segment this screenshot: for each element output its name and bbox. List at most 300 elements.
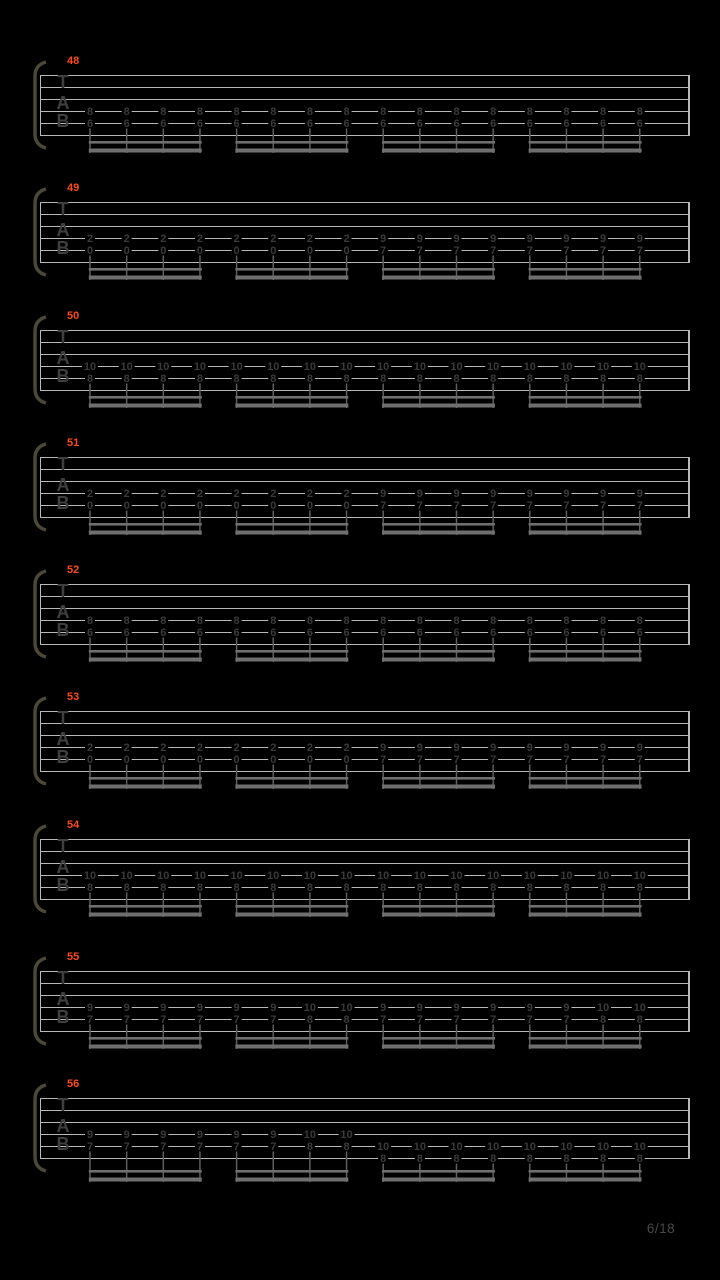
fret-number: 0 bbox=[270, 245, 277, 257]
note bbox=[158, 742, 168, 789]
tab-clef-letter: B bbox=[56, 1007, 70, 1027]
fret-number: 6 bbox=[526, 118, 533, 130]
fret-number: 2 bbox=[86, 233, 94, 245]
note bbox=[632, 361, 648, 408]
beam-upper bbox=[235, 905, 348, 908]
beam-upper bbox=[89, 777, 202, 780]
fret-number: 6 bbox=[380, 118, 387, 130]
fret-number: 10 bbox=[193, 870, 207, 882]
note bbox=[122, 233, 132, 280]
note bbox=[378, 488, 388, 535]
measure-row-54[interactable] bbox=[35, 819, 690, 917]
beam-upper bbox=[529, 396, 642, 399]
note bbox=[598, 106, 608, 153]
fret-number: 9 bbox=[490, 488, 497, 500]
fret-number: 8 bbox=[526, 106, 533, 118]
fret-number: 9 bbox=[123, 1002, 130, 1014]
note bbox=[488, 106, 498, 153]
beam-lower bbox=[235, 658, 348, 662]
note bbox=[525, 742, 535, 789]
fret-number: 7 bbox=[453, 754, 460, 766]
note bbox=[302, 1129, 318, 1182]
fret-number: 10 bbox=[193, 361, 207, 373]
beam-upper bbox=[529, 905, 642, 908]
fret-number: 8 bbox=[270, 373, 277, 385]
tab-clef-letter: A bbox=[56, 602, 70, 622]
fret-number: 8 bbox=[123, 373, 130, 385]
note bbox=[268, 233, 278, 280]
note bbox=[525, 106, 535, 153]
note-stem bbox=[273, 1152, 275, 1183]
measure-row-49[interactable] bbox=[35, 182, 690, 280]
tab-clef-letter: T bbox=[57, 1095, 69, 1115]
fret-number: 2 bbox=[160, 233, 167, 245]
fret-number: 7 bbox=[380, 754, 387, 766]
note bbox=[561, 615, 571, 662]
fret-number: 9 bbox=[526, 488, 533, 500]
note bbox=[232, 233, 242, 280]
measure-row-48[interactable] bbox=[35, 55, 690, 153]
tab-clef-letter: A bbox=[56, 348, 70, 368]
note-stem bbox=[163, 1152, 165, 1183]
fret-number: 8 bbox=[380, 1153, 387, 1165]
fret-number: 8 bbox=[600, 373, 607, 385]
note bbox=[558, 870, 574, 917]
note bbox=[525, 488, 535, 535]
note bbox=[119, 361, 135, 408]
fret-number: 0 bbox=[160, 245, 167, 257]
fret-number: 9 bbox=[453, 233, 460, 245]
tab-clef-letter: B bbox=[56, 238, 70, 258]
beam-upper bbox=[89, 141, 202, 144]
fret-number: 9 bbox=[526, 1002, 533, 1014]
beam-upper bbox=[235, 523, 348, 526]
fret-number: 0 bbox=[306, 500, 313, 512]
fret-number: 2 bbox=[306, 742, 313, 754]
fret-number: 9 bbox=[526, 742, 533, 754]
fret-number: 10 bbox=[450, 870, 463, 882]
fret-number: 9 bbox=[600, 233, 607, 245]
beam-upper bbox=[382, 777, 495, 780]
fret-number: 10 bbox=[340, 870, 353, 882]
tab-clef-letter: T bbox=[57, 454, 69, 474]
fret-number: 7 bbox=[490, 754, 497, 766]
fret-number: 8 bbox=[233, 615, 240, 627]
fret-number: 8 bbox=[563, 615, 570, 627]
fret-number: 7 bbox=[526, 500, 533, 512]
beam-lower bbox=[89, 1045, 202, 1049]
fret-number: 6 bbox=[600, 627, 607, 639]
note bbox=[195, 742, 205, 789]
tab-clef-letter: B bbox=[56, 111, 70, 131]
beam-upper bbox=[529, 650, 642, 653]
note bbox=[342, 742, 352, 789]
fret-number: 10 bbox=[596, 1141, 610, 1153]
fret-number: 8 bbox=[380, 615, 387, 627]
fret-number: 8 bbox=[636, 1014, 643, 1026]
note bbox=[449, 361, 465, 408]
fret-number: 8 bbox=[196, 373, 204, 385]
fret-number: 2 bbox=[306, 488, 313, 500]
note bbox=[488, 615, 498, 662]
fret-number: 8 bbox=[380, 882, 387, 894]
note bbox=[82, 870, 98, 917]
fret-number: 8 bbox=[380, 373, 387, 385]
note bbox=[378, 742, 388, 789]
fret-number: 7 bbox=[453, 500, 460, 512]
fret-number: 10 bbox=[560, 870, 573, 882]
fret-number: 8 bbox=[233, 106, 240, 118]
beam-upper bbox=[89, 523, 202, 526]
fret-number: 8 bbox=[123, 106, 130, 118]
note bbox=[339, 1129, 355, 1182]
tab-clef-letter: A bbox=[56, 857, 70, 877]
note bbox=[85, 106, 95, 153]
beam-lower bbox=[89, 404, 202, 408]
note bbox=[195, 488, 205, 535]
note bbox=[598, 615, 608, 662]
fret-number: 8 bbox=[636, 1153, 643, 1165]
note bbox=[415, 106, 425, 153]
note-stem bbox=[346, 1152, 348, 1183]
fret-number: 9 bbox=[453, 742, 460, 754]
note bbox=[195, 615, 205, 662]
fret-number: 8 bbox=[490, 882, 497, 894]
tab-clef-letter: T bbox=[57, 327, 69, 347]
beam-lower bbox=[382, 1045, 495, 1049]
note bbox=[558, 1141, 574, 1182]
note bbox=[561, 1002, 571, 1049]
measure-number: 56 bbox=[67, 1078, 80, 1090]
fret-number: 6 bbox=[563, 118, 570, 130]
fret-number: 7 bbox=[270, 1014, 277, 1026]
note bbox=[522, 870, 538, 917]
note bbox=[158, 488, 168, 535]
fret-number: 9 bbox=[453, 1002, 460, 1014]
note bbox=[522, 361, 538, 408]
fret-number: 9 bbox=[86, 1129, 94, 1141]
note bbox=[122, 615, 132, 662]
fret-number: 9 bbox=[233, 1002, 240, 1014]
fret-number: 10 bbox=[230, 870, 243, 882]
beam-lower bbox=[235, 531, 348, 535]
fret-number: 8 bbox=[600, 106, 607, 118]
note-stem bbox=[236, 1152, 238, 1183]
note bbox=[85, 615, 95, 662]
note bbox=[488, 233, 498, 280]
note bbox=[378, 615, 388, 662]
note bbox=[595, 361, 611, 408]
measure-row-55[interactable] bbox=[35, 951, 690, 1049]
note bbox=[305, 488, 315, 535]
note bbox=[375, 870, 391, 917]
beam-lower bbox=[529, 913, 642, 917]
tab-clef-letter: A bbox=[56, 93, 70, 113]
note bbox=[268, 615, 278, 662]
note bbox=[232, 488, 242, 535]
fret-number: 8 bbox=[233, 882, 240, 894]
fret-number: 10 bbox=[377, 1141, 390, 1153]
note bbox=[595, 1002, 611, 1049]
fret-number: 2 bbox=[196, 233, 204, 245]
beam-lower bbox=[382, 404, 495, 408]
note bbox=[485, 361, 501, 408]
tab-clef-letter: B bbox=[56, 747, 70, 767]
fret-number: 0 bbox=[270, 754, 277, 766]
note bbox=[632, 1002, 648, 1049]
fret-number: 8 bbox=[306, 882, 313, 894]
beam-lower bbox=[382, 149, 495, 153]
fret-number: 2 bbox=[86, 488, 94, 500]
beam-lower bbox=[529, 658, 642, 662]
tab-clef-letter: B bbox=[56, 1134, 70, 1154]
note bbox=[305, 233, 315, 280]
note bbox=[378, 106, 388, 153]
fret-number: 2 bbox=[123, 488, 130, 500]
beam-lower bbox=[235, 1178, 348, 1182]
fret-number: 7 bbox=[563, 245, 570, 257]
beam-lower bbox=[89, 913, 202, 917]
note bbox=[452, 233, 462, 280]
fret-number: 2 bbox=[343, 488, 350, 500]
note bbox=[268, 488, 278, 535]
fret-number: 8 bbox=[563, 373, 570, 385]
beam-upper bbox=[529, 523, 642, 526]
note bbox=[302, 1002, 318, 1049]
fret-number: 8 bbox=[453, 106, 460, 118]
fret-number: 7 bbox=[270, 1141, 277, 1153]
fret-number: 10 bbox=[523, 870, 536, 882]
fret-number: 6 bbox=[270, 118, 277, 130]
note bbox=[522, 1141, 538, 1182]
fret-number: 8 bbox=[416, 882, 423, 894]
note bbox=[268, 106, 278, 153]
beam-upper bbox=[235, 1170, 348, 1173]
fret-number: 8 bbox=[526, 882, 533, 894]
fret-number: 0 bbox=[123, 500, 130, 512]
fret-number: 7 bbox=[563, 754, 570, 766]
fret-number: 8 bbox=[526, 615, 533, 627]
fret-number: 8 bbox=[86, 373, 94, 385]
note bbox=[452, 615, 462, 662]
fret-number: 10 bbox=[523, 361, 536, 373]
fret-number: 7 bbox=[86, 1014, 94, 1026]
fret-number: 6 bbox=[526, 627, 533, 639]
fret-number: 6 bbox=[306, 627, 313, 639]
fret-number: 2 bbox=[86, 742, 94, 754]
note bbox=[635, 742, 645, 789]
fret-number: 6 bbox=[490, 627, 497, 639]
fret-number: 9 bbox=[86, 1002, 94, 1014]
note bbox=[488, 742, 498, 789]
measure-row-56[interactable] bbox=[35, 1078, 690, 1182]
fret-number: 0 bbox=[196, 500, 204, 512]
fret-number: 0 bbox=[160, 754, 167, 766]
fret-number: 9 bbox=[600, 488, 607, 500]
beam-upper bbox=[529, 268, 642, 271]
fret-number: 8 bbox=[343, 1141, 350, 1153]
fret-number: 10 bbox=[340, 1129, 353, 1141]
fret-number: 10 bbox=[303, 361, 317, 373]
note-stem bbox=[199, 1152, 201, 1183]
fret-number: 8 bbox=[343, 882, 350, 894]
fret-number: 9 bbox=[600, 742, 607, 754]
fret-number: 6 bbox=[123, 118, 130, 130]
beam-upper bbox=[529, 141, 642, 144]
fret-number: 9 bbox=[380, 1002, 387, 1014]
fret-number: 9 bbox=[563, 1002, 570, 1014]
fret-number: 8 bbox=[86, 882, 94, 894]
fret-number: 8 bbox=[306, 615, 313, 627]
fret-number: 8 bbox=[526, 373, 533, 385]
beam-upper bbox=[382, 396, 495, 399]
note bbox=[268, 1002, 278, 1049]
measure-row-52[interactable] bbox=[35, 564, 690, 662]
note bbox=[229, 361, 245, 408]
note bbox=[412, 1141, 428, 1182]
beam-lower bbox=[529, 149, 642, 153]
fret-number: 10 bbox=[340, 361, 353, 373]
fret-number: 7 bbox=[233, 1014, 240, 1026]
note bbox=[232, 1002, 242, 1049]
fret-number: 9 bbox=[123, 1129, 130, 1141]
measure-row-50[interactable] bbox=[35, 310, 690, 408]
note bbox=[412, 870, 428, 917]
fret-number: 10 bbox=[487, 870, 500, 882]
fret-number: 9 bbox=[270, 1002, 277, 1014]
fret-number: 8 bbox=[416, 615, 423, 627]
note bbox=[192, 870, 208, 917]
measure-row-53[interactable] bbox=[35, 691, 690, 789]
fret-number: 6 bbox=[343, 627, 350, 639]
note bbox=[229, 870, 245, 917]
fret-number: 9 bbox=[563, 488, 570, 500]
fret-number: 9 bbox=[490, 742, 497, 754]
fret-number: 9 bbox=[196, 1002, 204, 1014]
note bbox=[305, 615, 315, 662]
fret-number: 10 bbox=[633, 870, 646, 882]
beam-upper bbox=[89, 1170, 202, 1173]
fret-number: 6 bbox=[600, 118, 607, 130]
note bbox=[232, 742, 242, 789]
fret-number: 9 bbox=[636, 488, 643, 500]
tab-clef-letter: A bbox=[56, 475, 70, 495]
fret-number: 7 bbox=[380, 500, 387, 512]
fret-number: 8 bbox=[416, 106, 423, 118]
note bbox=[268, 742, 278, 789]
note bbox=[158, 106, 168, 153]
fret-number: 6 bbox=[306, 118, 313, 130]
fret-number: 7 bbox=[600, 245, 607, 257]
fret-number: 0 bbox=[233, 500, 240, 512]
note bbox=[85, 1129, 95, 1182]
fret-number: 10 bbox=[450, 361, 463, 373]
fret-number: 2 bbox=[233, 233, 240, 245]
fret-number: 9 bbox=[416, 488, 423, 500]
note bbox=[412, 361, 428, 408]
beam-lower bbox=[382, 531, 495, 535]
tab-clef-letter: B bbox=[56, 875, 70, 895]
fret-number: 8 bbox=[636, 882, 643, 894]
beam-lower bbox=[382, 785, 495, 789]
note bbox=[268, 1129, 278, 1182]
fret-number: 6 bbox=[160, 118, 167, 130]
note bbox=[595, 870, 611, 917]
fret-number: 10 bbox=[303, 870, 317, 882]
beam-upper bbox=[235, 650, 348, 653]
note bbox=[158, 1002, 168, 1049]
beam-lower bbox=[89, 658, 202, 662]
fret-number: 6 bbox=[453, 627, 460, 639]
fret-number: 10 bbox=[377, 870, 390, 882]
fret-number: 6 bbox=[343, 118, 350, 130]
fret-number: 8 bbox=[453, 373, 460, 385]
page-indicator: 6/18 bbox=[646, 1221, 676, 1236]
fret-number: 8 bbox=[563, 106, 570, 118]
note bbox=[415, 615, 425, 662]
note bbox=[635, 233, 645, 280]
fret-number: 6 bbox=[380, 627, 387, 639]
fret-number: 6 bbox=[563, 627, 570, 639]
fret-number: 10 bbox=[157, 361, 170, 373]
fret-number: 8 bbox=[196, 106, 204, 118]
beam-upper bbox=[235, 141, 348, 144]
note bbox=[561, 488, 571, 535]
fret-number: 7 bbox=[600, 500, 607, 512]
fret-number: 7 bbox=[490, 1014, 497, 1026]
note bbox=[155, 361, 171, 408]
fret-number: 8 bbox=[86, 106, 94, 118]
note bbox=[375, 1141, 391, 1182]
measure-number: 51 bbox=[67, 437, 80, 449]
fret-number: 10 bbox=[340, 1002, 353, 1014]
fret-number: 6 bbox=[196, 627, 204, 639]
fret-number: 6 bbox=[416, 118, 423, 130]
fret-number: 10 bbox=[83, 870, 97, 882]
note bbox=[305, 742, 315, 789]
fret-number: 7 bbox=[160, 1141, 167, 1153]
fret-number: 7 bbox=[636, 500, 643, 512]
fret-number: 9 bbox=[160, 1002, 167, 1014]
fret-number: 2 bbox=[196, 488, 204, 500]
beam-upper bbox=[89, 396, 202, 399]
fret-number: 7 bbox=[526, 754, 533, 766]
note bbox=[85, 742, 95, 789]
tab-clef-letter: A bbox=[56, 729, 70, 749]
fret-number: 6 bbox=[636, 118, 643, 130]
beam-lower bbox=[529, 1045, 642, 1049]
fret-number: 7 bbox=[490, 245, 497, 257]
beam-upper bbox=[382, 905, 495, 908]
note bbox=[598, 233, 608, 280]
note bbox=[192, 361, 208, 408]
fret-number: 2 bbox=[160, 488, 167, 500]
fret-number: 10 bbox=[450, 1141, 463, 1153]
fret-number: 10 bbox=[377, 361, 390, 373]
note bbox=[452, 1002, 462, 1049]
fret-number: 10 bbox=[267, 361, 280, 373]
note bbox=[195, 106, 205, 153]
measure-row-51[interactable] bbox=[35, 437, 690, 535]
note bbox=[158, 1129, 168, 1182]
beam-lower bbox=[89, 785, 202, 789]
fret-number: 8 bbox=[343, 106, 350, 118]
fret-number: 8 bbox=[600, 882, 607, 894]
note bbox=[635, 488, 645, 535]
beam-upper bbox=[529, 1037, 642, 1040]
fret-number: 8 bbox=[160, 615, 167, 627]
fret-number: 9 bbox=[526, 233, 533, 245]
